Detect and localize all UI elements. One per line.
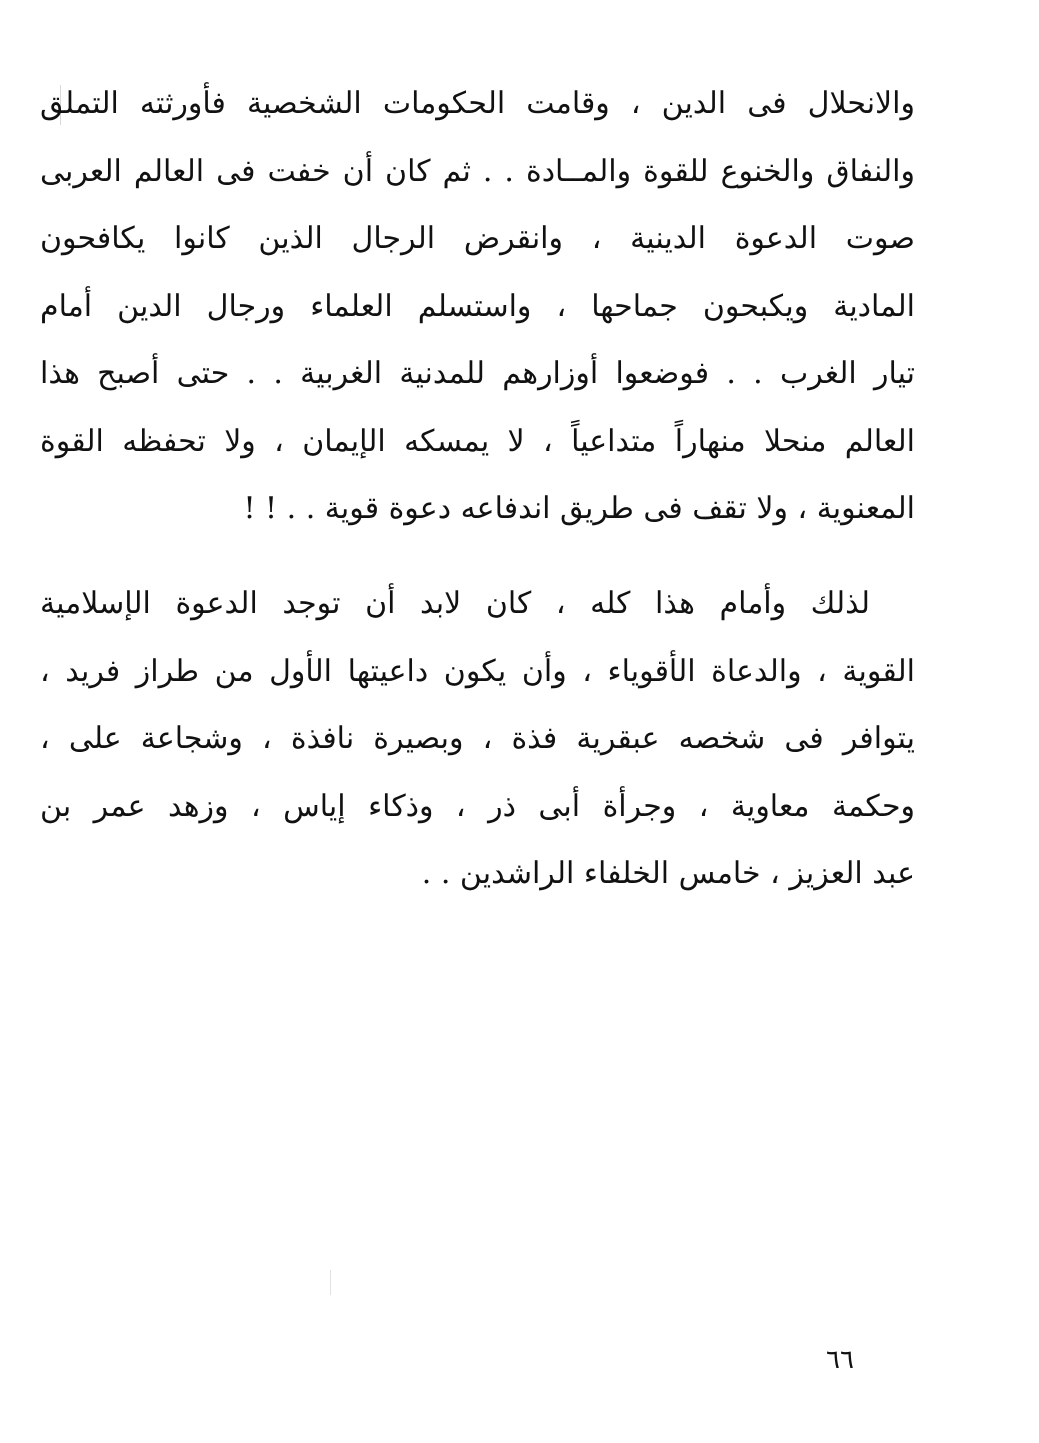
text-line: يتوافر فى شخصه عبقرية فذة ، وبصيرة نافذة ، وشجاعة على ، xyxy=(40,721,915,756)
text-line: تيار الغرب . . فوضعوا أوزارهم للمدنية الغربية . . حتى أصبح هذا xyxy=(40,356,915,391)
scan-mark xyxy=(330,1270,331,1295)
text-line: والنفاق والخنوع للقوة والمــادة . . ثم كان أن خفت فى العالم العربى xyxy=(40,153,915,189)
text-line: القوية ، والدعاة الأقوياء ، وأن يكون داعيتها الأول من طراز فريد ، xyxy=(40,653,915,689)
text-line: عبد العزيز ، خامس الخلفاء الراشدين . . xyxy=(421,856,915,891)
text-line: صوت الدعوة الدينية ، وانقرض الرجال الذين كانوا يكافحون xyxy=(40,221,915,256)
page-number: ٦٦ xyxy=(826,1345,854,1375)
text-line: وحكمة معاوية ، وجرأة أبى ذر ، وذكاء إياس ، وزهد عمر بن xyxy=(40,788,915,824)
paragraph-1 xyxy=(40,70,915,543)
text-line: والانحلال فى الدين ، وقامت الحكومات الشخصية فأورثته التملق xyxy=(40,86,915,121)
text-line: لذلك وأمام هذا كله ، كان لابد أن توجد الدعوة الإسلامية xyxy=(40,586,870,621)
text-line: المادية ويكبحون جماحها ، واستسلم العلماء ورجال الدين أمام xyxy=(40,288,915,324)
text-line: العالم منحلا منهاراً متداعياً ، لا يمسكه الإيمان ، ولا تحفظه القوة xyxy=(40,423,915,459)
text-line: المعنوية ، ولا تقف فى طريق اندفاعه دعوة قوية . . ! ! xyxy=(243,491,915,526)
paragraph-2 xyxy=(40,570,915,908)
